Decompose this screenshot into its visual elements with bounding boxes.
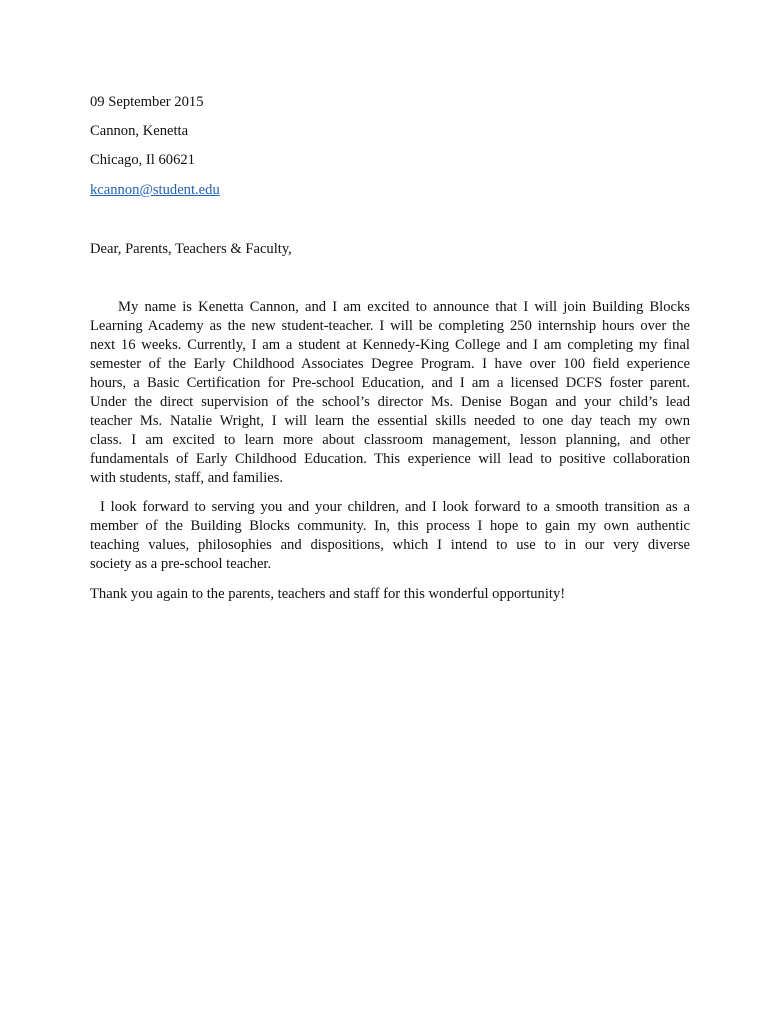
paragraph-line: teaching values, philosophies and dispositions, which I intend to use to in our very diverse — [90, 537, 690, 553]
paragraph-introduction — [90, 298, 690, 488]
closing-line: Thank you again to the parents, teachers and staff for this wonderful opportunity! — [90, 586, 566, 602]
paragraph-line: society as a pre-school teacher. — [90, 556, 272, 572]
paragraph-line: I look forward to serving you and your children, and I look forward to a smooth transition as a — [100, 499, 690, 515]
paragraph-line: with students, staff, and families. — [90, 470, 284, 486]
paragraph-line: class. I am excited to learn more about classroom management, lesson planning, and other — [90, 432, 690, 448]
paragraph-line: My name is Kenetta Cannon, and I am excited to announce that I will join Building Blocks — [118, 299, 690, 315]
paragraph-line: semester of the Early Childhood Associates Degree Program. I have over 100 field experience — [90, 356, 690, 372]
paragraph-line: next 16 weeks. Currently, I am a student at Kennedy-King College and I am completing my final — [90, 337, 690, 353]
sender-name: Cannon, Kenetta — [90, 123, 189, 139]
salutation: Dear, Parents, Teachers & Faculty, — [90, 241, 292, 257]
letter-date: 09 September 2015 — [90, 94, 204, 110]
paragraph-line: Learning Academy as the new student-teacher. I will be completing 250 internship hours over the — [90, 318, 690, 334]
paragraph-line: Under the direct supervision of the school’s director Ms. Denise Bogan and your child’s lead — [90, 394, 690, 410]
paragraph-line: fundamentals of Early Childhood Education. This experience will lead to positive collaboration — [90, 451, 690, 467]
paragraph-line: teacher Ms. Natalie Wright, I will learn the essential skills needed to one day teach my own — [90, 413, 690, 429]
paragraph-line: hours, a Basic Certification for Pre-school Education, and I am a licensed DCFS foster parent. — [90, 375, 690, 391]
paragraph-closing — [90, 585, 690, 604]
sender-city: Chicago, Il 60621 — [90, 152, 195, 168]
sender-email-link[interactable]: kcannon@student.edu — [90, 182, 220, 198]
paragraph-line: member of the Building Blocks community. In, this process I hope to gain my own authentic — [90, 518, 690, 534]
paragraph-looking-forward — [90, 498, 690, 574]
